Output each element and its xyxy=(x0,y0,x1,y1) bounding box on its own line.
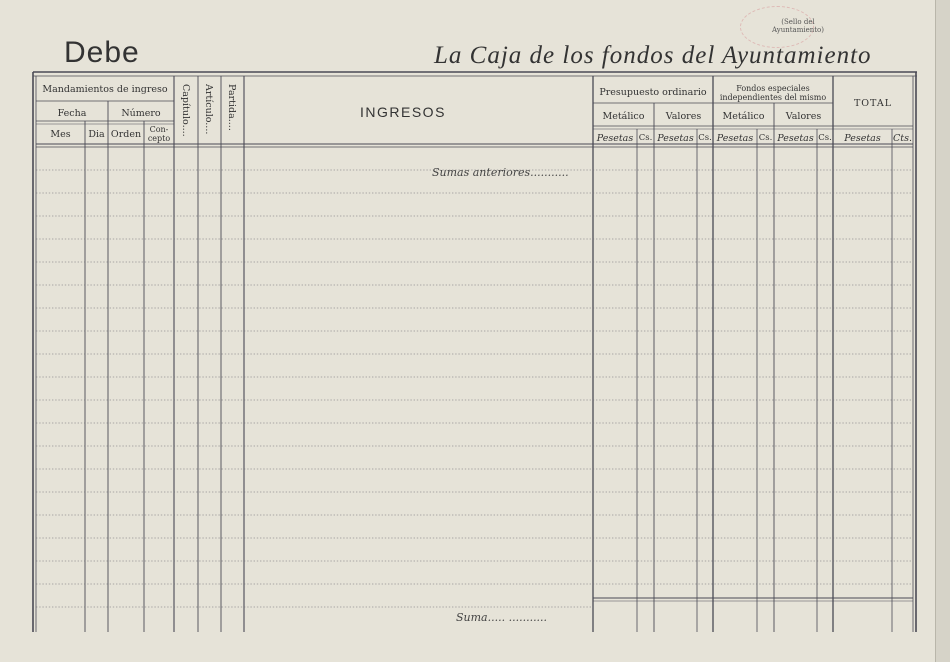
header-cs-4: Cs. xyxy=(818,133,832,143)
header-dia: Dia xyxy=(88,129,105,140)
header-mes: Mes xyxy=(50,129,71,140)
side-label: Debe xyxy=(64,36,140,69)
header-valores-1: Valores xyxy=(665,111,702,122)
header-total: TOTAL xyxy=(853,98,893,109)
header-orden: Orden xyxy=(110,129,142,140)
header-fecha: Fecha xyxy=(57,108,87,119)
header-cs-1: Cs. xyxy=(638,133,653,143)
header-cts: Cts. xyxy=(893,133,912,144)
header-articulo: Artículo.... xyxy=(203,84,214,135)
header-pesetas-5: Pesetas xyxy=(844,133,881,144)
header-mandamientos: Mandamientos de ingreso xyxy=(42,84,168,95)
header-concepto-line-1: Con- xyxy=(149,125,169,134)
header-capitulo: Capítulo.... xyxy=(180,84,191,137)
stamp-line-2: Ayuntamiento) xyxy=(771,26,824,34)
header-cs-3: Cs. xyxy=(758,133,773,143)
header-fondos-line-2: independientes del mismo xyxy=(719,93,827,102)
header-pesetas-3: Pesetas xyxy=(716,133,754,144)
header-valores-2: Valores xyxy=(785,111,822,122)
header-fondos xyxy=(713,84,833,102)
header-fondos-line-1: Fondos especiales xyxy=(736,84,810,93)
header-concepto-line-2: cepto xyxy=(147,134,171,143)
header-pesetas-4: Pesetas xyxy=(777,133,814,144)
header-metalico-1: Metálico xyxy=(602,111,645,122)
header-ingresos: INGRESOS xyxy=(360,104,446,120)
header-pesetas-1: Pesetas xyxy=(596,133,634,144)
header-pesetas-2: Pesetas xyxy=(657,133,694,144)
header-partida: Partida.... xyxy=(226,84,237,131)
header-concepto xyxy=(144,125,174,143)
suma-label: Suma..... ........... xyxy=(456,611,548,624)
page-title: La Caja de los fondos del Ayuntamiento xyxy=(434,42,872,69)
sumas-anteriores-label: Sumas anteriores........... xyxy=(432,166,569,179)
header-cs-2: Cs. xyxy=(698,133,712,143)
header-metalico-2: Metálico xyxy=(722,111,765,122)
stamp-line-1: (Sello del xyxy=(781,18,815,26)
header-presupuesto: Presupuesto ordinario xyxy=(599,87,707,98)
header-numero: Número xyxy=(121,108,161,119)
